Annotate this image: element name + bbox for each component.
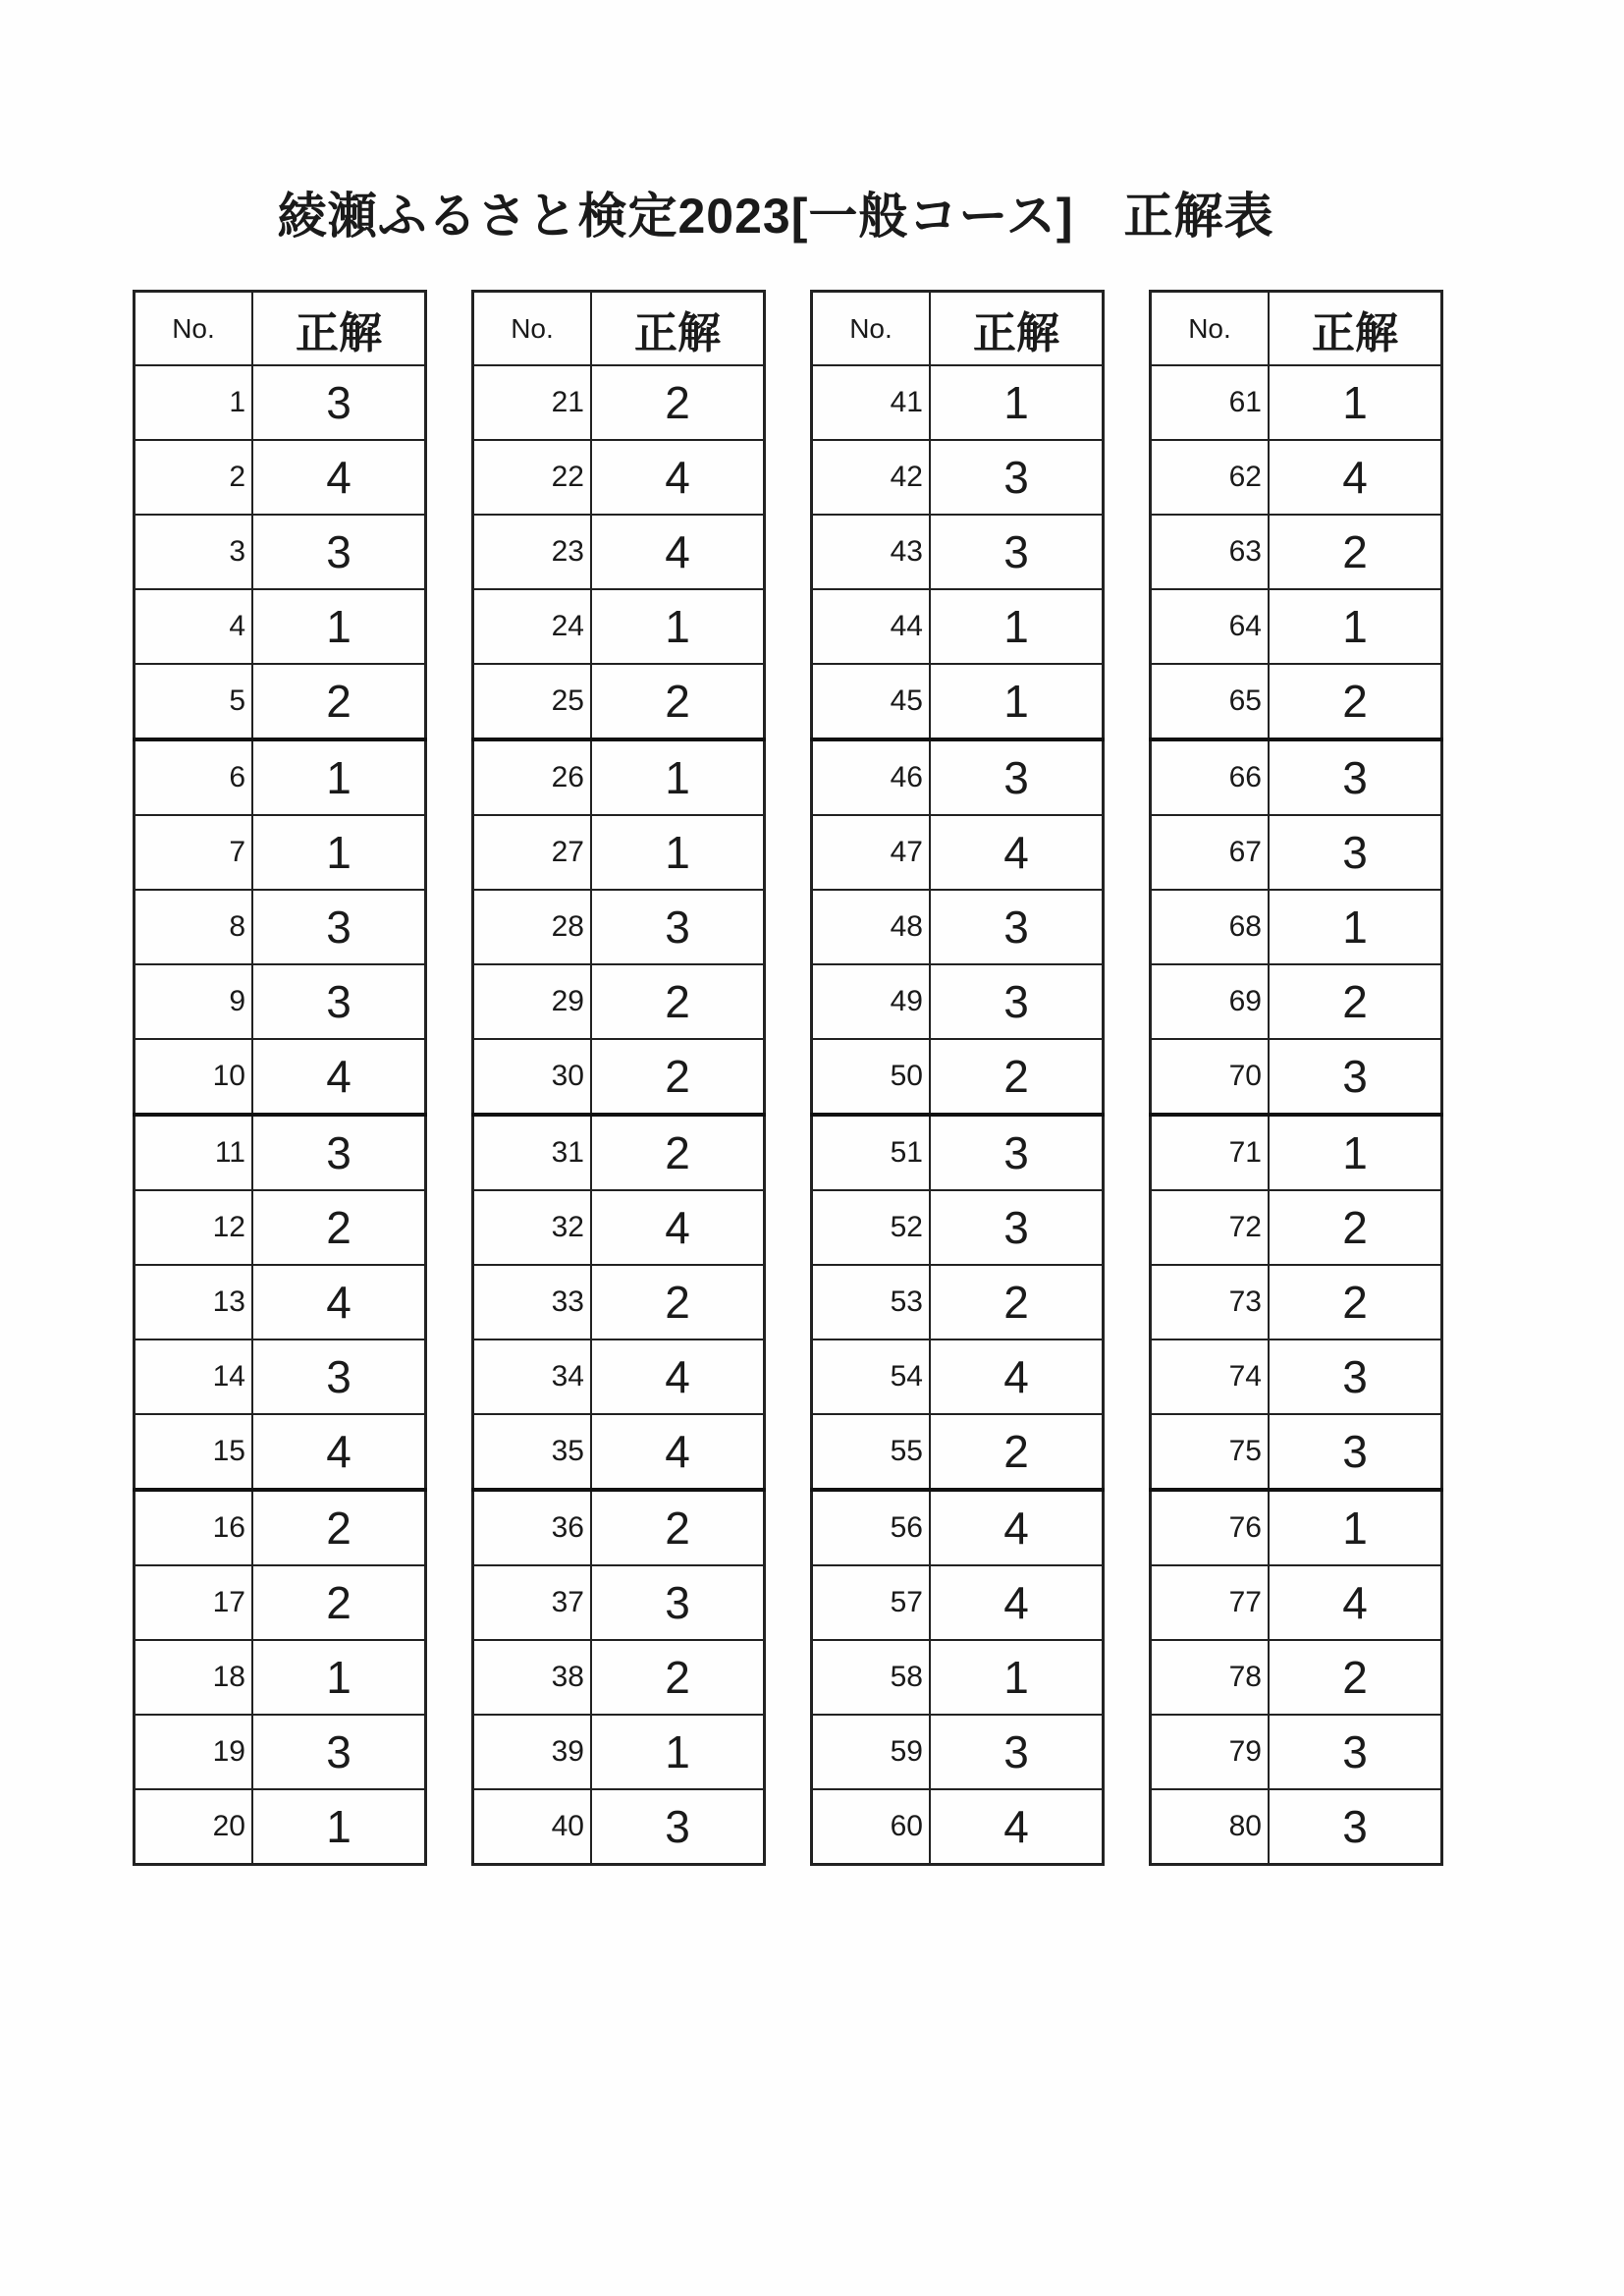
table-row [473,664,765,739]
question-number: 20 [135,1789,253,1865]
correct-answer: 2 [1269,664,1442,739]
question-number: 16 [135,1490,253,1565]
question-number: 5 [135,664,253,739]
correct-answer: 1 [1269,589,1442,664]
question-number: 73 [1151,1265,1270,1339]
correct-answer: 1 [1269,890,1442,964]
correct-answer: 3 [1269,1789,1442,1865]
table-row [812,1490,1104,1565]
table-row [1151,1265,1442,1339]
correct-answer: 3 [252,890,426,964]
correct-answer: 3 [930,1715,1104,1789]
correct-answer: 1 [1269,365,1442,440]
question-number: 17 [135,1565,253,1640]
table-row [473,1339,765,1414]
correct-answer: 3 [1269,1715,1442,1789]
correct-answer: 4 [930,1565,1104,1640]
correct-answer: 3 [252,1339,426,1414]
question-number: 43 [812,515,931,589]
correct-answer: 2 [591,1039,765,1115]
correct-answer: 2 [591,664,765,739]
table-row [473,1565,765,1640]
table-row [1151,440,1442,515]
correct-answer: 3 [1269,1339,1442,1414]
correct-answer: 3 [252,365,426,440]
correct-answer: 1 [252,739,426,815]
table-row [135,1715,426,1789]
question-number: 70 [1151,1039,1270,1115]
question-number: 39 [473,1715,592,1789]
table-row [135,1414,426,1490]
correct-answer: 1 [930,365,1104,440]
table-row [812,365,1104,440]
correct-answer: 1 [930,664,1104,739]
header-no: No. [812,292,931,366]
table-row [473,815,765,890]
table-row [473,739,765,815]
header-row [135,292,426,366]
question-number: 63 [1151,515,1270,589]
table-row [135,815,426,890]
question-number: 48 [812,890,931,964]
question-number: 53 [812,1265,931,1339]
question-number: 76 [1151,1490,1270,1565]
question-number: 51 [812,1115,931,1190]
question-number: 13 [135,1265,253,1339]
question-number: 30 [473,1039,592,1115]
table-row [135,589,426,664]
correct-answer: 3 [930,1190,1104,1265]
correct-answer: 3 [591,890,765,964]
correct-answer: 4 [1269,440,1442,515]
question-number: 6 [135,739,253,815]
correct-answer: 1 [1269,1490,1442,1565]
table-row [135,1115,426,1190]
question-number: 12 [135,1190,253,1265]
question-number: 68 [1151,890,1270,964]
table-row [473,365,765,440]
question-number: 58 [812,1640,931,1715]
table-row [135,365,426,440]
question-number: 8 [135,890,253,964]
table-row [135,1789,426,1865]
question-number: 2 [135,440,253,515]
table-row [812,664,1104,739]
table-row [473,1640,765,1715]
table-row [812,515,1104,589]
correct-answer: 2 [591,1490,765,1565]
question-number: 1 [135,365,253,440]
table-row [135,964,426,1039]
table-row [135,1265,426,1339]
correct-answer: 2 [591,1115,765,1190]
table-row [473,890,765,964]
question-number: 22 [473,440,592,515]
table-row [1151,589,1442,664]
question-number: 18 [135,1640,253,1715]
correct-answer: 1 [591,739,765,815]
question-number: 11 [135,1115,253,1190]
header-answer: 正解 [252,292,426,366]
question-number: 31 [473,1115,592,1190]
table-row [473,589,765,664]
correct-answer: 3 [1269,1414,1442,1490]
correct-answer: 4 [930,1339,1104,1414]
question-number: 64 [1151,589,1270,664]
table-row [1151,1190,1442,1265]
table-row [135,890,426,964]
table-row [1151,1715,1442,1789]
question-number: 26 [473,739,592,815]
correct-answer: 4 [930,815,1104,890]
correct-answer: 3 [930,1115,1104,1190]
question-number: 57 [812,1565,931,1640]
table-row [1151,1039,1442,1115]
question-number: 61 [1151,365,1270,440]
question-number: 59 [812,1715,931,1789]
question-number: 56 [812,1490,931,1565]
question-number: 52 [812,1190,931,1265]
table-row [812,1414,1104,1490]
table-row [812,589,1104,664]
correct-answer: 4 [591,1190,765,1265]
question-number: 25 [473,664,592,739]
correct-answer: 1 [930,1640,1104,1715]
correct-answer: 3 [252,515,426,589]
question-number: 34 [473,1339,592,1414]
table-row [135,1190,426,1265]
question-number: 35 [473,1414,592,1490]
table-row [473,1265,765,1339]
answer-table-2 [471,290,766,1866]
table-row [812,890,1104,964]
table-row [1151,964,1442,1039]
answer-table-1 [133,290,427,1866]
question-number: 32 [473,1190,592,1265]
correct-answer: 3 [591,1565,765,1640]
question-number: 62 [1151,440,1270,515]
correct-answer: 1 [252,1789,426,1865]
correct-answer: 2 [591,1265,765,1339]
table-row [812,815,1104,890]
table-row [1151,890,1442,964]
question-number: 49 [812,964,931,1039]
question-number: 23 [473,515,592,589]
table-row [1151,1565,1442,1640]
header-no: No. [473,292,592,366]
table-row [135,1565,426,1640]
correct-answer: 3 [252,964,426,1039]
table-row [812,1190,1104,1265]
table-row [135,1640,426,1715]
question-number: 55 [812,1414,931,1490]
page-title: 綾瀬ふるさと検定2023[一般コース] 正解表 [277,189,1274,244]
question-number: 78 [1151,1640,1270,1715]
question-number: 40 [473,1789,592,1865]
question-number: 45 [812,664,931,739]
table-row [135,1339,426,1414]
table-row [812,739,1104,815]
correct-answer: 1 [591,589,765,664]
correct-answer: 2 [1269,1265,1442,1339]
question-number: 4 [135,589,253,664]
correct-answer: 1 [252,815,426,890]
correct-answer: 1 [591,815,765,890]
table-row [812,1339,1104,1414]
table-row [812,1640,1104,1715]
correct-answer: 2 [930,1039,1104,1115]
correct-answer: 2 [930,1265,1104,1339]
correct-answer: 1 [930,589,1104,664]
question-number: 75 [1151,1414,1270,1490]
table-row [473,515,765,589]
question-number: 24 [473,589,592,664]
table-row [1151,1414,1442,1490]
header-no: No. [1151,292,1270,366]
answer-table-3 [810,290,1105,1866]
correct-answer: 4 [930,1490,1104,1565]
table-row [1151,664,1442,739]
question-number: 72 [1151,1190,1270,1265]
correct-answer: 4 [591,1414,765,1490]
correct-answer: 2 [591,964,765,1039]
table-row [1151,739,1442,815]
question-number: 14 [135,1339,253,1414]
question-number: 38 [473,1640,592,1715]
question-number: 41 [812,365,931,440]
question-number: 21 [473,365,592,440]
question-number: 54 [812,1339,931,1414]
question-number: 80 [1151,1789,1270,1865]
table-row [1151,1640,1442,1715]
question-number: 36 [473,1490,592,1565]
question-number: 37 [473,1565,592,1640]
question-number: 42 [812,440,931,515]
table-row [473,1715,765,1789]
header-row [1151,292,1442,366]
answer-table-4 [1149,290,1443,1866]
question-number: 69 [1151,964,1270,1039]
correct-answer: 4 [252,440,426,515]
correct-answer: 3 [1269,739,1442,815]
table-row [812,1715,1104,1789]
header-answer: 正解 [1269,292,1442,366]
question-number: 29 [473,964,592,1039]
table-row [473,1115,765,1190]
correct-answer: 4 [591,1339,765,1414]
header-row [812,292,1104,366]
correct-answer: 3 [252,1715,426,1789]
table-row [812,1789,1104,1865]
table-row [1151,815,1442,890]
table-row [812,440,1104,515]
table-row [473,1190,765,1265]
table-row [135,1039,426,1115]
table-row [473,440,765,515]
question-number: 9 [135,964,253,1039]
question-number: 77 [1151,1565,1270,1640]
correct-answer: 2 [252,1490,426,1565]
table-row [812,1565,1104,1640]
correct-answer: 1 [591,1715,765,1789]
correct-answer: 2 [252,1190,426,1265]
question-number: 46 [812,739,931,815]
table-row [812,964,1104,1039]
correct-answer: 3 [930,964,1104,1039]
header-answer: 正解 [930,292,1104,366]
table-row [1151,1339,1442,1414]
question-number: 7 [135,815,253,890]
correct-answer: 1 [1269,1115,1442,1190]
correct-answer: 2 [1269,1640,1442,1715]
correct-answer: 2 [591,365,765,440]
question-number: 27 [473,815,592,890]
correct-answer: 2 [1269,515,1442,589]
question-number: 15 [135,1414,253,1490]
table-row [135,515,426,589]
question-number: 47 [812,815,931,890]
question-number: 66 [1151,739,1270,815]
correct-answer: 4 [1269,1565,1442,1640]
question-number: 60 [812,1789,931,1865]
correct-answer: 1 [252,1640,426,1715]
question-number: 71 [1151,1115,1270,1190]
header-answer: 正解 [591,292,765,366]
correct-answer: 3 [930,440,1104,515]
table-row [1151,1490,1442,1565]
correct-answer: 4 [252,1414,426,1490]
table-row [1151,1789,1442,1865]
table-row [135,664,426,739]
table-row [473,1789,765,1865]
question-number: 79 [1151,1715,1270,1789]
question-number: 28 [473,890,592,964]
question-number: 65 [1151,664,1270,739]
correct-answer: 3 [1269,815,1442,890]
correct-answer: 3 [930,739,1104,815]
correct-answer: 3 [1269,1039,1442,1115]
correct-answer: 4 [591,440,765,515]
correct-answer: 2 [252,1565,426,1640]
header-no: No. [135,292,253,366]
question-number: 10 [135,1039,253,1115]
correct-answer: 3 [252,1115,426,1190]
question-number: 33 [473,1265,592,1339]
table-row [473,1490,765,1565]
correct-answer: 1 [252,589,426,664]
table-row [135,440,426,515]
correct-answer: 3 [930,890,1104,964]
question-number: 19 [135,1715,253,1789]
table-row [473,1414,765,1490]
table-row [812,1039,1104,1115]
correct-answer: 4 [591,515,765,589]
correct-answer: 2 [252,664,426,739]
table-row [135,739,426,815]
table-row [473,1039,765,1115]
correct-answer: 2 [930,1414,1104,1490]
table-row [135,1490,426,1565]
header-row [473,292,765,366]
question-number: 50 [812,1039,931,1115]
correct-answer: 4 [930,1789,1104,1865]
table-row [812,1265,1104,1339]
correct-answer: 2 [591,1640,765,1715]
table-row [1151,1115,1442,1190]
correct-answer: 3 [930,515,1104,589]
question-number: 3 [135,515,253,589]
correct-answer: 4 [252,1039,426,1115]
question-number: 74 [1151,1339,1270,1414]
table-row [473,964,765,1039]
question-number: 67 [1151,815,1270,890]
correct-answer: 3 [591,1789,765,1865]
question-number: 44 [812,589,931,664]
correct-answer: 2 [1269,1190,1442,1265]
correct-answer: 4 [252,1265,426,1339]
table-row [1151,365,1442,440]
correct-answer: 2 [1269,964,1442,1039]
table-row [812,1115,1104,1190]
table-row [1151,515,1442,589]
